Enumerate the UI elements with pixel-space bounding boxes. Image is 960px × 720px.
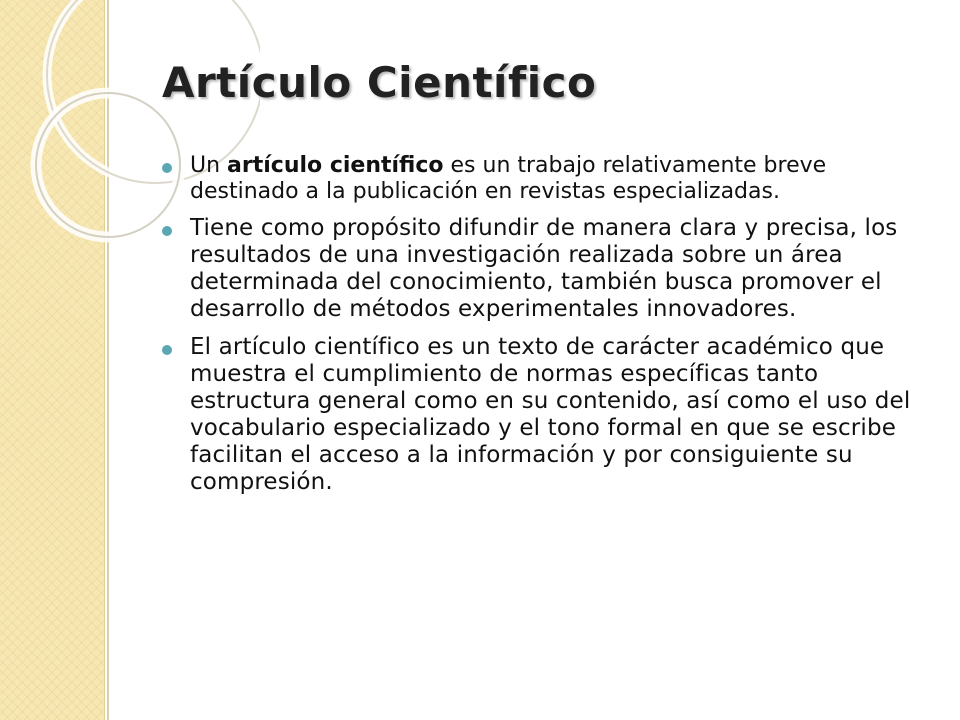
bullet-item: [160, 215, 940, 323]
bullet-item: [160, 334, 940, 495]
bullet-text-bold: artículo científico: [227, 153, 444, 178]
bullet-dot-icon: [162, 163, 172, 173]
bullet-text: El artículo científico es un texto de carácter académico que muestra el cumplimiento de normas específicas tanto estructura general como en su contenido, así como el uso del vocabulario especializado y el tono formal en que se escribe facilitan el acceso a la información y por consiguiente su compresión.: [190, 334, 911, 495]
bullet-text-suffix: es un trabajo relativamente breve destinado a la publicación en revistas especializadas.: [190, 153, 827, 204]
bullet-list: [160, 153, 940, 507]
bullet-item: [160, 153, 940, 204]
bullet-dot-icon: [162, 345, 172, 355]
bullet-text: Tiene como propósito difundir de manera clara y precisa, los resultados de una investigación realizada sobre un área determinada del conocimiento, también busca promover el desarrollo de métodos experimentales innovadores.: [190, 215, 898, 323]
bullet-dot-icon: [162, 226, 172, 236]
bullet-text-prefix: Un: [190, 153, 228, 178]
slide-title: Artículo Científico: [162, 58, 597, 107]
